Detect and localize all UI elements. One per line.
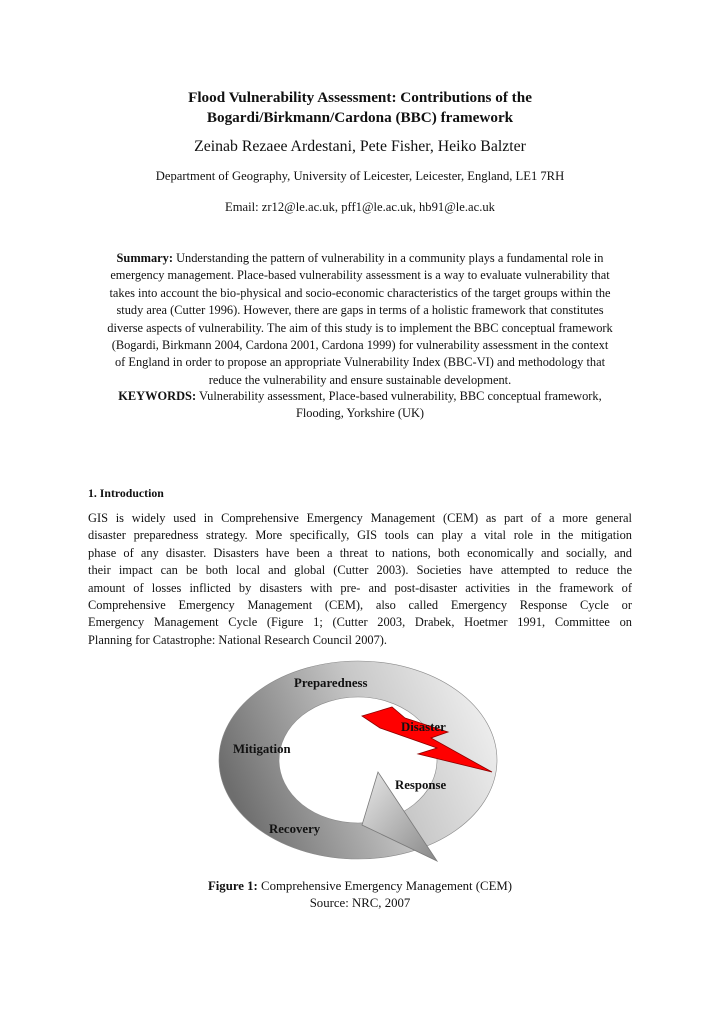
summary-line: (Bogardi, Birkmann 2004, Cardona 2001, Cardona 1999) for vulnerability assessment in the context xyxy=(111,338,609,353)
intro-line: Comprehensive Emergency Management (CEM), also called Emergency Response Cycle or xyxy=(88,598,632,613)
intro-line: disaster preparedness strategy. More specifically, GIS tools can play a vital role in the mitigation xyxy=(88,528,632,543)
cem-cycle-diagram xyxy=(0,660,720,875)
summary-line: emergency management. Place-based vulnerability assessment is a way to evaluate vulnerability that xyxy=(110,268,610,283)
label-mitigation: Mitigation xyxy=(233,742,291,756)
title-line-1: Flood Vulnerability Assessment: Contributions of the xyxy=(188,89,532,106)
intro-line: their impact can be both local and global (Cutter 2003). Societies have attempted to reduce the xyxy=(88,563,632,578)
title-line-2: Bogardi/Birkmann/Cardona (BBC) framework xyxy=(206,109,514,126)
label-recovery: Recovery xyxy=(269,822,321,836)
label-disaster: Disaster xyxy=(401,720,446,734)
keywords-line-2: Flooding, Yorkshire (UK) xyxy=(295,406,425,421)
caption-label: Figure 1: xyxy=(207,879,258,893)
caption-line-1: Figure 1: Comprehensive Emergency Management (CEM) xyxy=(207,879,513,893)
label-preparedness: Preparedness xyxy=(294,676,368,690)
intro-line: Planning for Catastrophe: National Research Council 2007). xyxy=(88,632,388,647)
figure-cem-cycle xyxy=(0,660,720,875)
summary-line-1: Summary: Understanding the pattern of vulnerability in a community plays a fundamental role in xyxy=(116,251,604,265)
section-heading-introduction: 1. Introduction xyxy=(88,486,164,500)
intro-line: amount of losses inflicted by disasters with pre- and post-disaster activities in the framework of xyxy=(88,580,632,595)
summary-label: Summary: xyxy=(116,251,173,265)
author-list: Zeinab Rezaee Ardestani, Pete Fisher, Heiko Balzter xyxy=(194,138,526,155)
label-response: Response xyxy=(395,778,447,792)
intro-line: GIS is widely used in Comprehensive Emergency Management (CEM) as part of a more general xyxy=(88,511,632,525)
keywords-label: KEYWORDS: xyxy=(118,389,197,403)
summary-line: of England in order to propose an appropriate Vulnerability Index (BBC-VI) and methodology that xyxy=(114,355,606,370)
paper-title xyxy=(90,88,630,128)
keywords-line-1: KEYWORDS: Vulnerability assessment, Place-based vulnerability, BBC conceptual framework, xyxy=(118,389,602,403)
figure-caption xyxy=(90,878,630,912)
caption-source: Source: NRC, 2007 xyxy=(309,896,411,910)
email-line: Email: zr12@le.ac.uk, pff1@le.ac.uk, hb91@le.ac.uk xyxy=(225,200,495,214)
keywords-block xyxy=(88,388,632,423)
intro-line: Emergency Management Cycle (Figure 1; (Cutter 2003, Drabek, Hoetmer 1991, Committee on xyxy=(88,615,632,630)
affiliation: Department of Geography, University of Leicester, Leicester, England, LE1 7RH xyxy=(155,169,565,183)
introduction-paragraph xyxy=(88,510,632,649)
summary-block xyxy=(88,250,632,389)
summary-line: takes into account the bio-physical and socio-economic characteristics of the target groups within the xyxy=(109,285,611,300)
intro-line: phase of any disaster. Disasters have been a threat to nations, both economically and socially, and xyxy=(88,545,632,560)
summary-line: study area (Cutter 1996). However, there are gaps in terms of a holistic framework that constitutes xyxy=(116,303,604,318)
summary-line: diverse aspects of vulnerability. The aim of this study is to implement the BBC conceptual framework xyxy=(107,320,613,335)
summary-line: reduce the vulnerability and ensure sustainable development. xyxy=(208,372,512,387)
